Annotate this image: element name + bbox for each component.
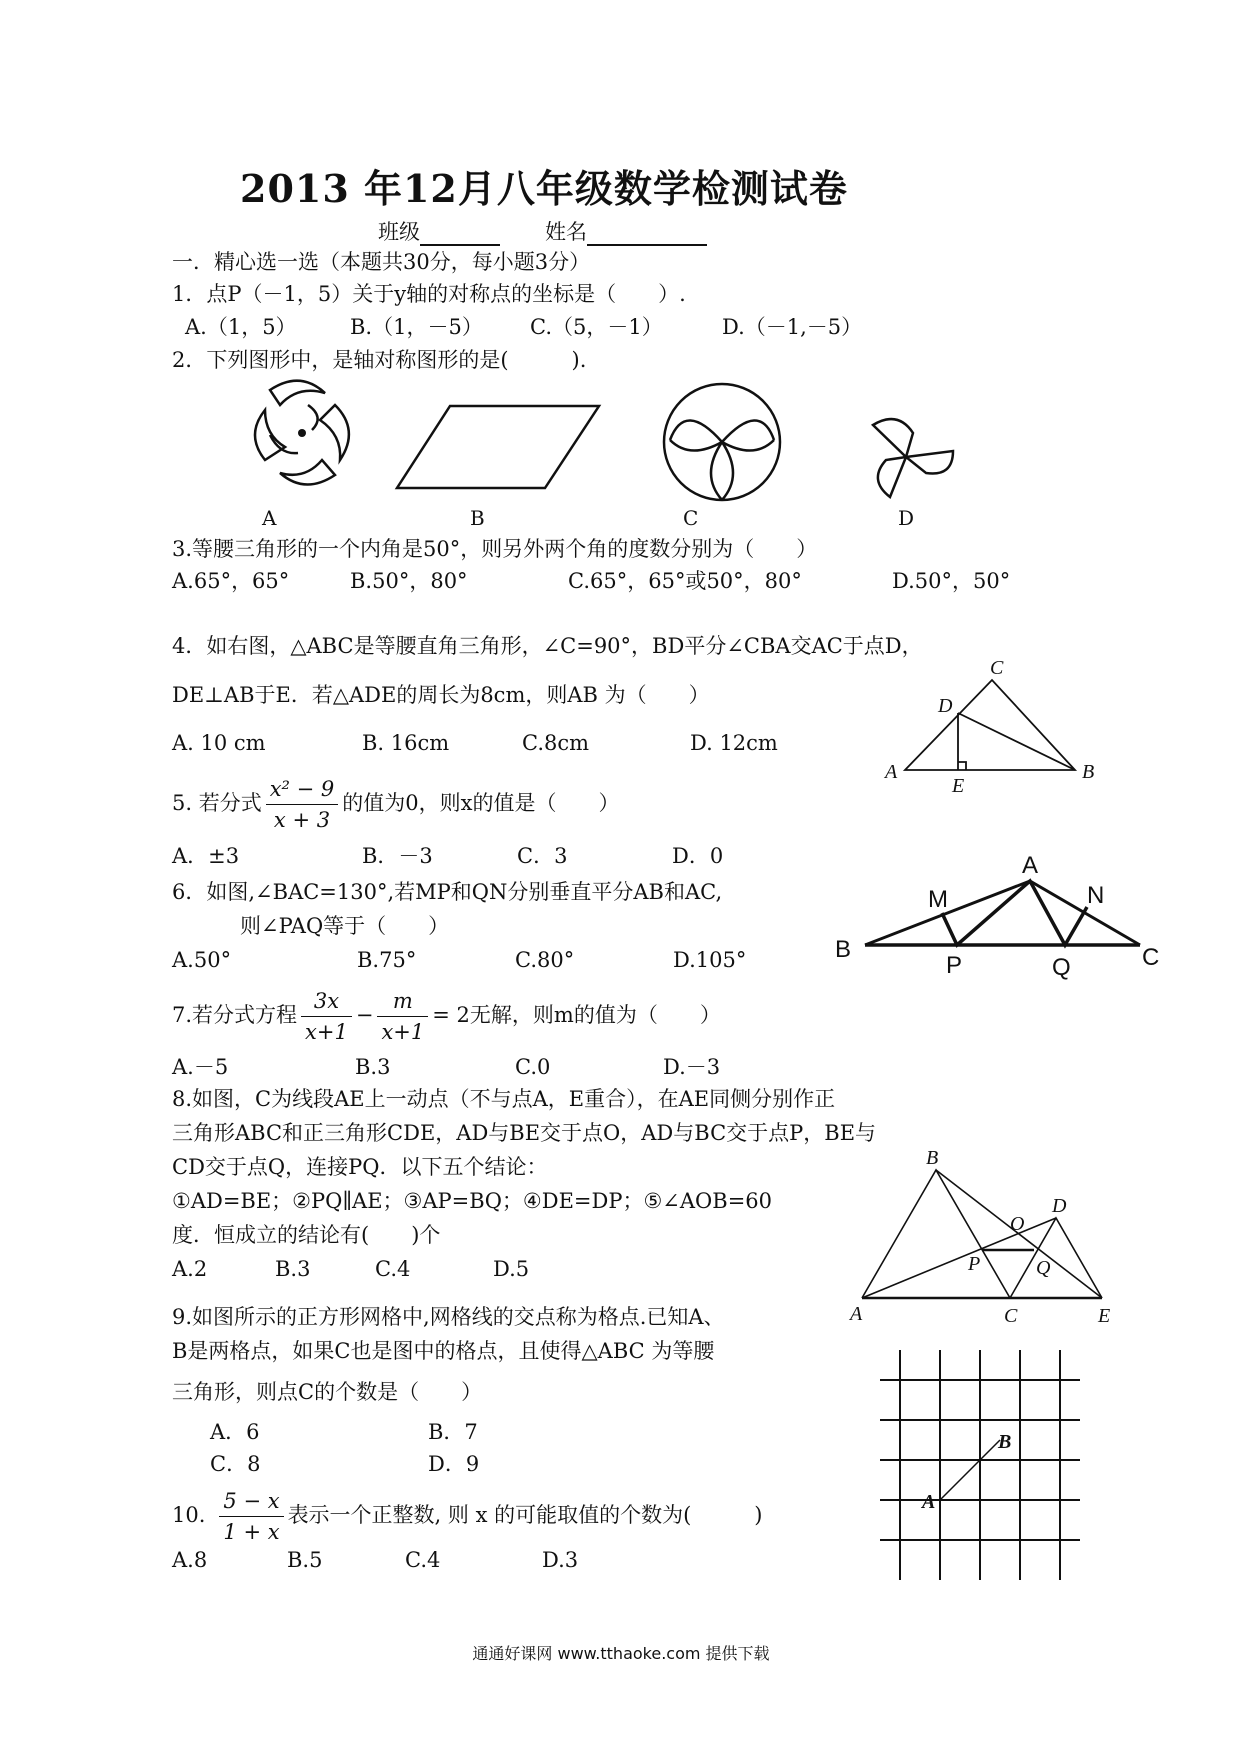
q9-option-c: C．8: [210, 1452, 261, 1476]
q8-label-e: E: [1098, 1305, 1111, 1327]
q2-label-d: D: [898, 506, 915, 530]
q6-label-n: N: [1087, 882, 1105, 909]
q6-line-1: 6．如图,∠BAC=130°,若MP和QN分别垂直平分AB和AC,: [172, 880, 723, 904]
q4-triangle-figure: [880, 657, 1110, 800]
q3-options: [172, 567, 1010, 595]
q6-label-a: A: [1022, 852, 1039, 879]
q8-label-c: C: [1004, 1305, 1018, 1327]
q6-line-2: 则∠PAQ等于（ ）: [240, 914, 450, 938]
q4-label-b: B: [1082, 761, 1095, 783]
q7-fraction-1: $\frac{3x}{x+1}$: [301, 986, 352, 1047]
q1-options: [185, 313, 862, 341]
q3-stem: 3.等腰三角形的一个内角是50°，则另外两个角的度数分别为（ ）: [172, 537, 818, 561]
q10-option-a: A.8: [172, 1548, 208, 1572]
q4-option-a: A. 10 cm: [172, 731, 266, 755]
q4-line-2: DE⊥AB于E．若△ADE的周长为8cm，则AB 为（ ）: [172, 683, 710, 707]
segment-ab: [940, 1440, 1000, 1500]
q7-options: [172, 1053, 720, 1081]
q3-option-d: D.50°，50°: [892, 569, 1011, 593]
q5-option-d: D．0: [672, 844, 724, 868]
class-field: 班级: [378, 218, 500, 246]
q10-fraction: $\frac{5 - x}{1 + x}$: [219, 1486, 283, 1547]
q3-option-c: C.65°，65°或50°，80°: [568, 569, 802, 593]
q8-line-2: 三角形ABC和正三角形CDE，AD与BE交于点O，AD与BC交于点P，BE与: [172, 1121, 877, 1145]
q2-figure-b: [395, 402, 605, 492]
q9-line-2: B是两格点，如果C也是图中的格点，且使得△ABC 为等腰: [172, 1339, 715, 1363]
three-blade-shape: [873, 419, 953, 497]
q6-label-c: C: [1142, 944, 1160, 971]
q7-fraction-2: $\frac{m}{x+1}$: [377, 986, 428, 1047]
triangle-abc: [862, 1170, 1010, 1298]
q10-option-c: C.4: [405, 1548, 441, 1572]
q8-option-b: B.3: [275, 1257, 311, 1281]
q1-stem: 1．点P（－1，5）关于y轴的对称点的坐标是（ ）.: [172, 282, 686, 306]
triangle-abc: [905, 680, 1075, 770]
q8-label-d: D: [1052, 1195, 1067, 1217]
q6-triangle-figure: [830, 852, 1170, 981]
q5-option-b: B．－3: [362, 844, 433, 868]
q4-line-1: 4．如右图，△ABC是等腰直角三角形，∠C=90°，BD平分∠CBA交AC于点D，: [172, 634, 923, 658]
q5-option-a: A．±3: [172, 844, 240, 868]
q3-option-b: B.50°，80°: [350, 569, 468, 593]
q5-options: [172, 842, 723, 870]
q8-label-b: B: [926, 1147, 939, 1169]
parallelogram-shape: [397, 406, 599, 488]
q9-option-d: D．9: [428, 1452, 480, 1476]
q10-options: [172, 1546, 578, 1574]
q7-option-d: D.－3: [663, 1055, 721, 1079]
q3-option-a: A.65°，65°: [172, 569, 290, 593]
segment-bd: [958, 713, 1075, 770]
q8-label-a: A: [850, 1303, 863, 1325]
q8-label-p: P: [968, 1253, 981, 1275]
q9-options-row-1: [210, 1418, 478, 1446]
q2-figure-c: [660, 380, 785, 505]
q6-option-c: C.80°: [515, 948, 575, 972]
q4-label-a: A: [885, 761, 898, 783]
q8-triangles-figure: [850, 1147, 1120, 1330]
q8-line-3: CD交于点Q，连接PQ．以下五个结论：: [172, 1155, 548, 1179]
q8-option-a: A.2: [172, 1257, 208, 1281]
q5-option-c: C．3: [517, 844, 568, 868]
segment-ad: [862, 1218, 1056, 1298]
q10-option-b: B.5: [287, 1548, 323, 1572]
q2-label-b: B: [470, 506, 485, 530]
q2-figure-a: [240, 375, 370, 495]
q6-options: [172, 946, 746, 974]
q8-line-5: 度．恒成立的结论有( )个: [172, 1223, 441, 1247]
q9-label-b: B: [998, 1431, 1012, 1453]
right-angle-mark: [958, 762, 966, 770]
q4-options: [172, 729, 778, 757]
q6-option-b: B.75°: [357, 948, 417, 972]
q4-label-d: D: [938, 695, 953, 717]
class-blank[interactable]: [420, 222, 500, 246]
q8-option-d: D.5: [493, 1257, 530, 1281]
center-dot: [298, 429, 306, 437]
q9-line-1: 9.如图所示的正方形网格中,网格线的交点称为格点.已知A、: [172, 1305, 725, 1329]
q1-option-c: C.（5，－1）: [530, 315, 663, 339]
section-heading: 一．精心选一选（本题共30分，每小题3分）: [172, 250, 591, 274]
q4-option-d: D. 12cm: [690, 731, 778, 755]
q9-grid-figure: [870, 1350, 1080, 1580]
q1-option-b: B.（1，－5）: [350, 315, 483, 339]
q4-label-e: E: [952, 775, 965, 797]
q6-label-q: Q: [1052, 954, 1071, 981]
q7-option-b: B.3: [355, 1055, 391, 1079]
q4-option-c: C.8cm: [522, 731, 590, 755]
q1-option-d: D.（－1,－5）: [722, 315, 863, 339]
page-title: 2013 年12月八年级数学检测试卷: [240, 166, 848, 211]
q9-label-a: A: [922, 1491, 936, 1513]
name-field: 姓名: [545, 218, 707, 246]
q1-option-a: A.（1，5）: [185, 315, 297, 339]
q6-option-d: D.105°: [673, 948, 747, 972]
q5-line: 5. 若分式 $\frac{\text{x² − 9}}{x + 3}$ 的值为0，则x的值是（ ）: [172, 774, 620, 835]
q2-figure-d: [868, 415, 958, 500]
q10-line: 10. $\frac{5 - x}{1 + x}$ 表示一个正整数, 则 x 的可能取值的个数为( ): [172, 1486, 763, 1547]
q9-line-3: 三角形，则点C的个数是（ ）: [172, 1380, 483, 1404]
name-blank[interactable]: [587, 222, 707, 246]
q8-options: [172, 1255, 529, 1283]
footer-source: 通通好课网 www.tthaoke.com 提供下载: [472, 1644, 770, 1663]
q9-option-b: B．7: [428, 1420, 478, 1444]
q8-line-1: 8.如图，C为线段AE上一动点（不与点A，E重合），在AE同侧分别作正: [172, 1087, 836, 1111]
q6-label-b: B: [835, 936, 852, 963]
q6-label-p: P: [946, 952, 963, 979]
q8-label-q: Q: [1036, 1257, 1051, 1279]
q10-option-d: D.3: [542, 1548, 579, 1572]
q2-label-a: A: [262, 506, 277, 530]
q8-option-c: C.4: [375, 1257, 411, 1281]
q9-option-a: A．6: [210, 1420, 260, 1444]
q9-options-row-2: [210, 1450, 479, 1478]
q7-option-a: A.－5: [172, 1055, 229, 1079]
q6-label-m: M: [928, 886, 948, 913]
q2-stem: 2．下列图形中，是轴对称图形的是( ).: [172, 348, 587, 372]
q4-label-c: C: [990, 657, 1004, 679]
q4-option-b: B. 16cm: [362, 731, 450, 755]
perpendicular-bisectors: [942, 881, 1087, 945]
q5-fraction: $\frac{\text{x² − 9}}{x + 3}$: [266, 774, 339, 835]
q7-option-c: C.0: [515, 1055, 551, 1079]
q2-label-c: C: [683, 506, 699, 530]
q8-line-4: ①AD=BE；②PQ∥AE；③AP=BQ；④DE=DP；⑤∠AOB=60: [172, 1189, 773, 1213]
q7-line: 7.若分式方程 $\frac{3x}{x+1}$ − $\frac{m}{x+1}$ = 2无解，则m的值为（ ）: [172, 986, 721, 1047]
square-grid: [880, 1350, 1080, 1580]
q8-label-o: O: [1010, 1213, 1025, 1235]
q6-option-a: A.50°: [172, 948, 232, 972]
